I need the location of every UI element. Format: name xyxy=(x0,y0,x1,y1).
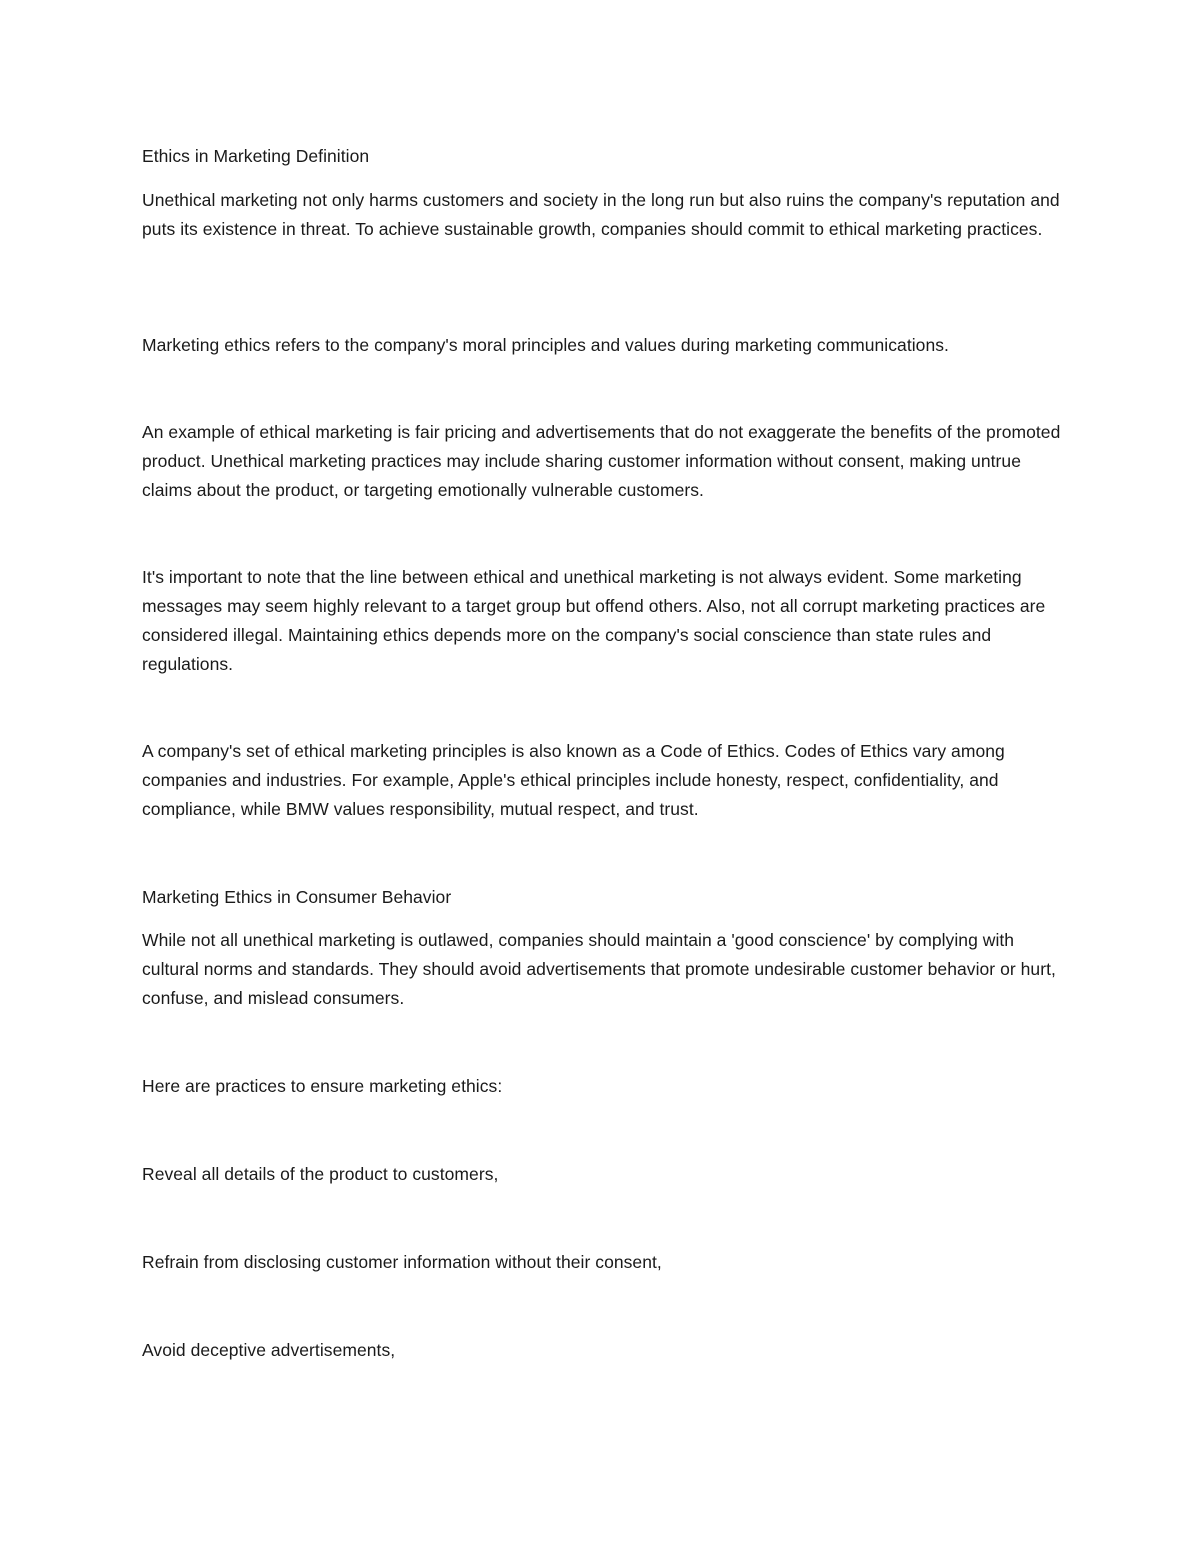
section-heading-consumer-behavior: Marketing Ethics in Consumer Behavior xyxy=(142,887,452,907)
paragraph-good-conscience: While not all unethical marketing is outlawed, companies should maintain a 'good conscience' by complying with cultural norms and standards. They should avoid advertisements that promote undesirable customer behavior or hurt, confuse, and mislead consumers. xyxy=(142,930,1056,1008)
paragraph-unethical-harm: Unethical marketing not only harms customers and society in the long run but also ruins the company's reputation and puts its existence in threat. To achieve sustainable growth, companies should commit to ethical marketing practices. xyxy=(142,190,1060,239)
paragraph-practices-intro: Here are practices to ensure marketing ethics: xyxy=(142,1076,503,1096)
practice-item-avoid-deceptive: Avoid deceptive advertisements, xyxy=(142,1340,396,1360)
section-heading-ethics-definition: Ethics in Marketing Definition xyxy=(142,146,370,166)
practice-item-reveal-details: Reveal all details of the product to customers, xyxy=(142,1164,499,1184)
paragraph-line-not-evident: It's important to note that the line between ethical and unethical marketing is not always evident. Some marketing messages may seem highly relevant to a target group but offend others. Also, not all corrupt marketing practices are considered illegal. Maintaining ethics depends more on the company's social conscience than state rules and regulations. xyxy=(142,567,1046,674)
paragraph-code-of-ethics: A company's set of ethical marketing principles is also known as a Code of Ethics. Codes of Ethics vary among companies and industries. For example, Apple's ethical principles include honesty, respect, confidentiality, and compliance, while BMW values responsibility, mutual respect, and trust. xyxy=(142,741,1005,819)
practice-item-refrain-disclosing: Refrain from disclosing customer information without their consent, xyxy=(142,1252,662,1272)
paragraph-marketing-ethics-definition: Marketing ethics refers to the company's moral principles and values during marketing communications. xyxy=(142,335,949,355)
paragraph-ethical-example: An example of ethical marketing is fair pricing and advertisements that do not exaggerate the benefits of the promoted product. Unethical marketing practices may include sharing customer information without consent, making untrue claims about the product, or targeting emotionally vulnerable customers. xyxy=(142,422,1061,500)
